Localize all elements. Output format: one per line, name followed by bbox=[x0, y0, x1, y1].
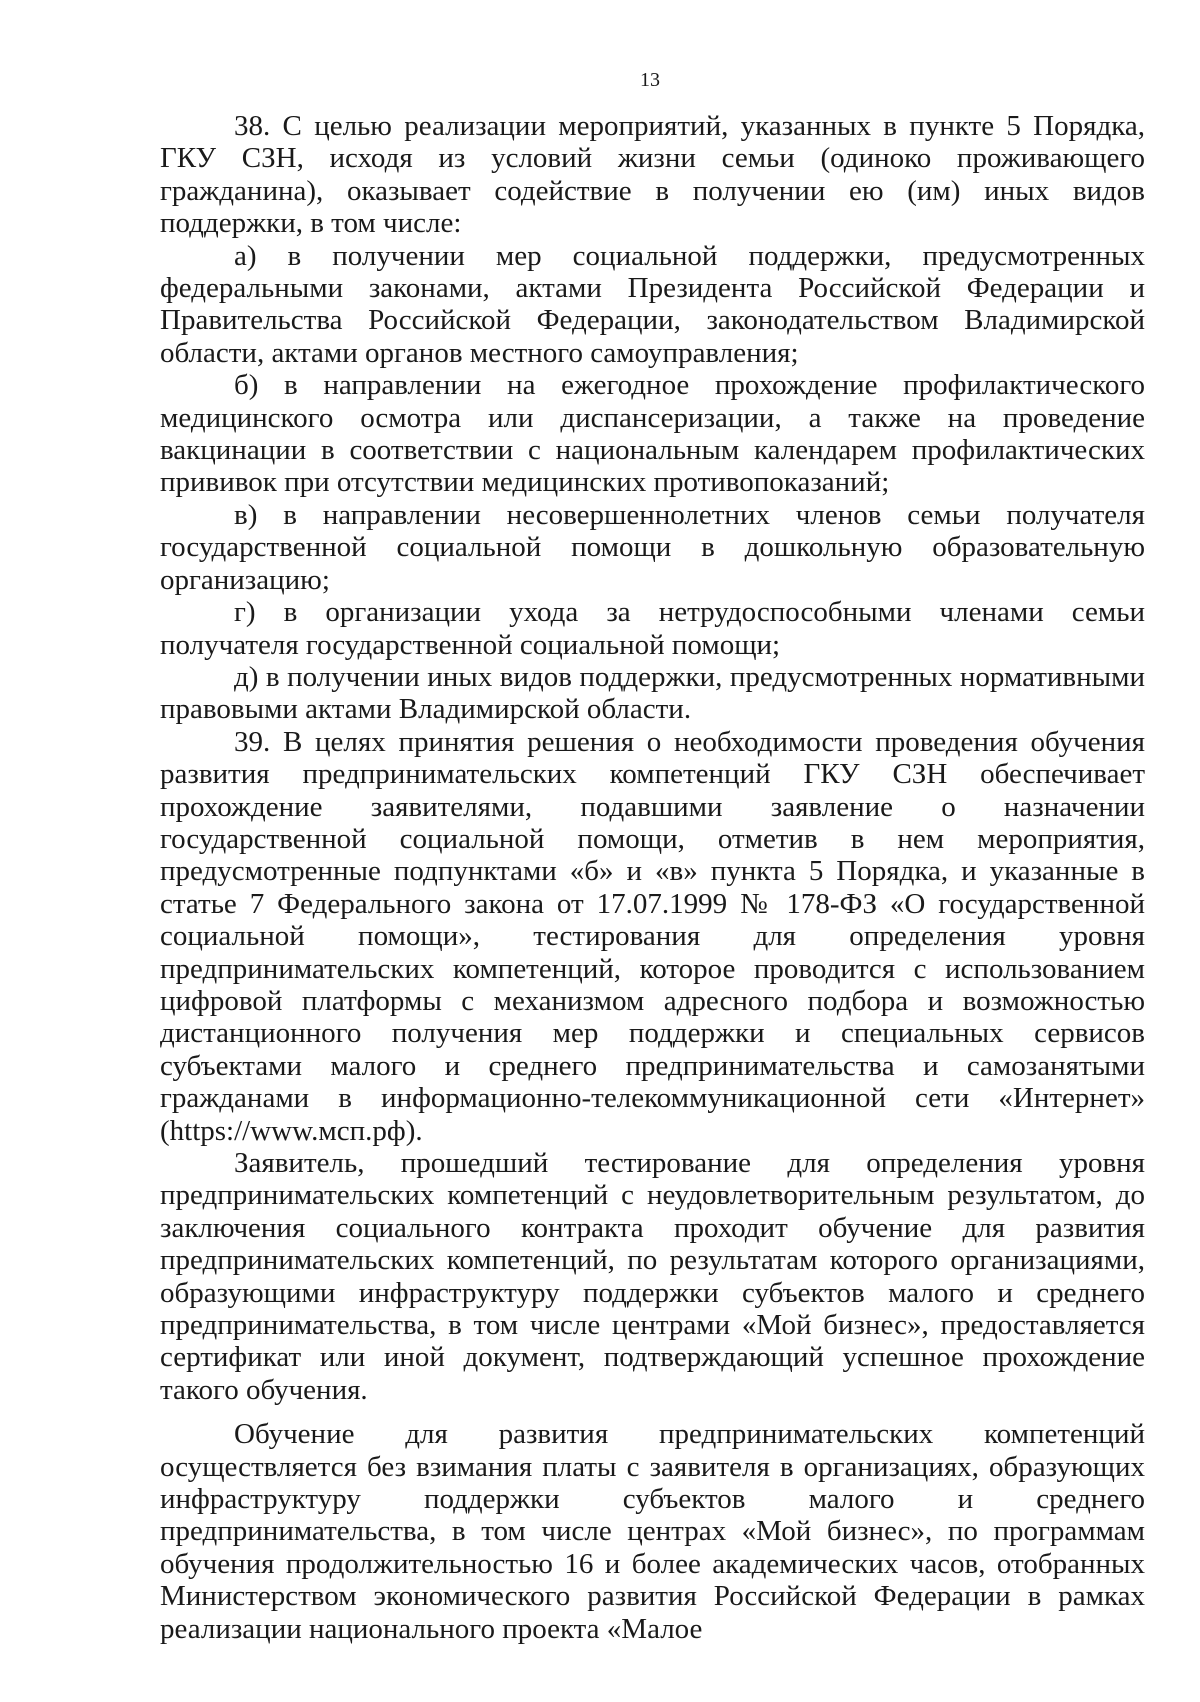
paragraph-38-item-b: б) в направлении на ежегодное прохождение профилактического медицинского осмотра или диспансеризации, а также на проведение вакцинации в соответствии с национальным календарем профилактических прививок при отсутствии медицинских противопоказаний; bbox=[160, 369, 1145, 499]
paragraph-38-item-v: в) в направлении несовершеннолетних членов семьи получателя государственной социальной помощи в дошкольную образовательную организацию; bbox=[160, 498, 1145, 596]
paragraph-39-training: Обучение для развития предпринимательских компетенций осуществляется без взимания платы с заявителя в организациях, образующих инфраструктуру поддержки субъектов малого и среднего предпринимательства, в том числе центрах «Мой бизнес», по программам обучения продолжительностью 16 и более академических часов, отобранных Министерством экономического развития Российской Федерации в рамках реализации национального проекта «Малое bbox=[160, 1418, 1145, 1645]
paragraph-38: 38. С целью реализации мероприятий, указанных в пункте 5 Порядка, ГКУ СЗН, исходя из условий жизни семьи (одиноко проживающего гражданина), оказывает содействие в получении ею (им) иных видов поддержки, в том числе: bbox=[160, 110, 1145, 240]
page-number: 13 bbox=[640, 69, 660, 91]
paragraph-38-item-d: д) в получении иных видов поддержки, предусмотренных нормативными правовыми актами Владимирской области. bbox=[160, 660, 1145, 726]
document-body bbox=[160, 110, 1145, 1645]
paragraph-38-item-a: а) в получении мер социальной поддержки, предусмотренных федеральными законами, актами Президента Российской Федерации и Правительства Российской Федерации, законодательством Владимирской области, актами органов местного самоуправления; bbox=[160, 239, 1145, 369]
paragraph-39: 39. В целях принятия решения о необходимости проведения обучения развития предпринимательских компетенций ГКУ СЗН обеспечивает прохождение заявителями, подавшими заявление о назначении государственной социальной помощи, отметив в нем мероприятия, предусмотренные подпунктами «б» и «в» пункта 5 Порядка, и указанные в статье 7 Федерального закона от 17.07.1999 № 178-ФЗ «О государственной социальной помощи», тестирования для определения уровня предпринимательских компетенций, которое проводится с использованием цифровой платформы с механизмом адресного подбора и возможностью дистанционного получения мер поддержки и специальных сервисов субъектами малого и среднего предпринимательства и самозанятыми гражданами в информационно-телекоммуникационной сети «Интернет» (https://www.мсп.рф). bbox=[160, 725, 1145, 1147]
paragraph-38-item-g: г) в организации ухода за нетрудоспособными членами семьи получателя государственной социальной помощи; bbox=[160, 596, 1145, 661]
paragraph-39-applicant: Заявитель, прошедший тестирование для определения уровня предпринимательских компетенций с неудовлетворительным результатом, до заключения социального контракта проходит обучение для развития предпринимательских компетенций, по результатам которого организациями, образующими инфраструктуру поддержки субъектов малого и среднего предпринимательства, в том числе центрами «Мой бизнес», предоставляется сертификат или иной документ, подтверждающий успешное прохождение такого обучения. bbox=[160, 1147, 1145, 1406]
